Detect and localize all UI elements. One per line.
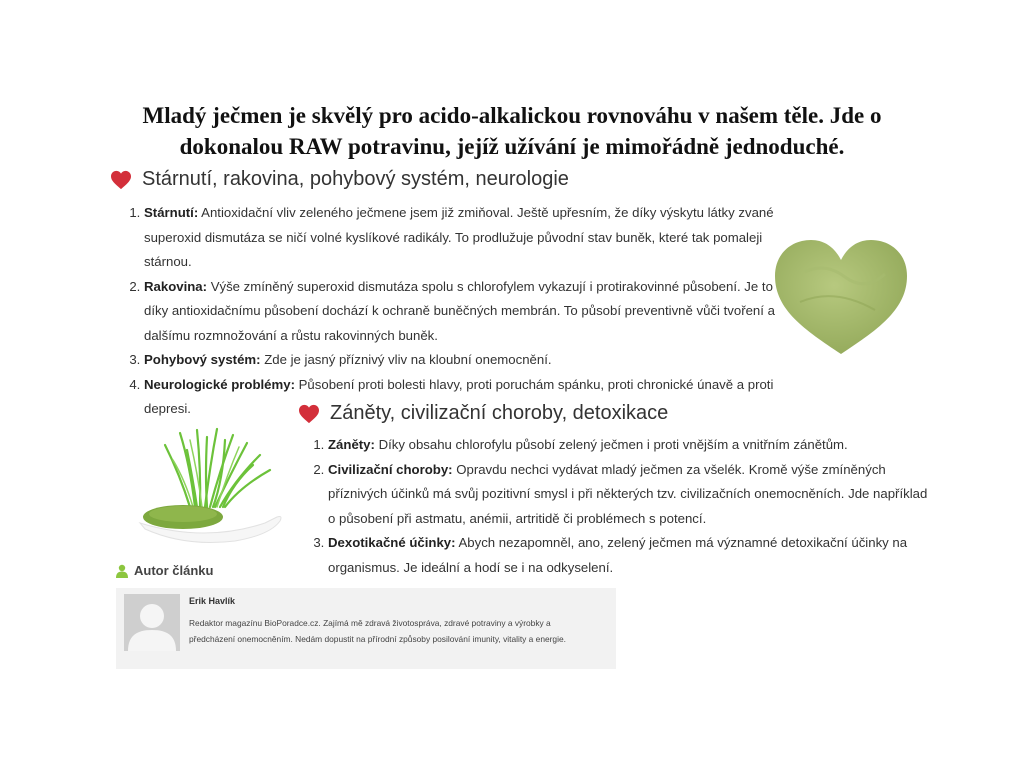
person-icon xyxy=(116,564,128,578)
item-term: Rakovina: xyxy=(144,278,208,294)
title-line-1: Mladý ječmen je skvělý pro acido-alkalickou rovnováhu v našem těle. Jde o xyxy=(142,103,882,128)
list-item xyxy=(328,433,933,458)
list-item xyxy=(144,348,794,373)
item-text: Abych nezapomněl, ano, zelený ječmen má významné detoxikační účinky na organismus. Je ideální a hodí se i na odkyselení. xyxy=(328,535,908,575)
section-heading-inflammation xyxy=(298,402,668,425)
item-term: Pohybový systém: xyxy=(144,352,261,367)
item-text: Opravdu nechci vydávat mladý ječmen za všelék. Kromě výše zmíněných příznivých účinků má svůj pozitivní smysl i při některých tzv. civilizačních onemocněních. Jde například o působení při astmatu, anémii, artritidě či problémech s potencí. xyxy=(328,461,928,526)
list-item xyxy=(144,275,794,349)
barley-powder-heart-image xyxy=(765,232,917,362)
author-name: Erik Havlík xyxy=(189,596,236,606)
list-inflammation xyxy=(308,433,933,580)
section-heading-aging xyxy=(110,168,569,191)
heart-icon xyxy=(110,170,132,190)
item-text: Antioxidační vliv zeleného ječmene jsem již zmiňoval. Ještě upřesním, že díky výskytu látky zvané superoxid dismutáza se ničí volné kyslíkové radikály. To prodlužuje původní stav buněk, které tak pomaleji stárnou. xyxy=(144,205,774,269)
item-term: Stárnutí: xyxy=(144,205,199,220)
section-heading-text: Záněty, civilizační choroby, detoxikace xyxy=(330,402,669,424)
author-heading-text: Autor článku xyxy=(134,563,214,578)
list-item xyxy=(328,458,933,532)
item-text: Zde je jasný příznivý vliv na kloubní onemocnění. xyxy=(260,352,552,367)
item-text: Působení proti bolesti hlavy, proti poruchám spánku, proti chronické únavě a proti depresi. xyxy=(144,376,774,416)
item-text: Díky obsahu chlorofylu působí zelený ječmen i proti vnějším a vnitřním zánětům. xyxy=(374,437,848,452)
item-term: Neurologické problémy: xyxy=(144,376,295,392)
page-title xyxy=(60,100,964,162)
avatar xyxy=(124,594,180,651)
avatar-placeholder-icon xyxy=(124,594,180,651)
list-item xyxy=(144,201,794,275)
item-text: Výše zmíněný superoxid dismutáza spolu s chlorofylem vykazují i protirakovinné působení. Je to díky antioxidačnímu působení dochází k ochraně buněčných membrán. To působí preventivně vůči tvoření a dalšímu rozmnožování a růstu rakovinných buněk. xyxy=(144,278,775,343)
item-term: Dexotikačné účinky: xyxy=(328,535,456,550)
heart-icon xyxy=(298,404,320,424)
author-heading xyxy=(116,563,213,578)
author-bio: Redaktor magazínu BioPoradce.cz. Zajímá mě zdravá životospráva, zdravé potraviny a výrobky a předcházení onemocněním. Nedám dopustit na přírodní způsoby posilování imunity, vitality a energie. xyxy=(189,618,566,644)
list-item xyxy=(328,531,933,580)
barley-grass-spoon-image xyxy=(135,425,285,553)
list-aging xyxy=(124,201,794,422)
item-term: Civilizační choroby: xyxy=(328,461,453,477)
author-card xyxy=(116,588,616,669)
item-term: Záněty: xyxy=(328,437,375,452)
title-line-2: dokonalou RAW potravinu, jejíž užívání je mimořádně jednoduché. xyxy=(179,134,845,159)
section-heading-text: Stárnutí, rakovina, pohybový systém, neurologie xyxy=(142,168,569,190)
